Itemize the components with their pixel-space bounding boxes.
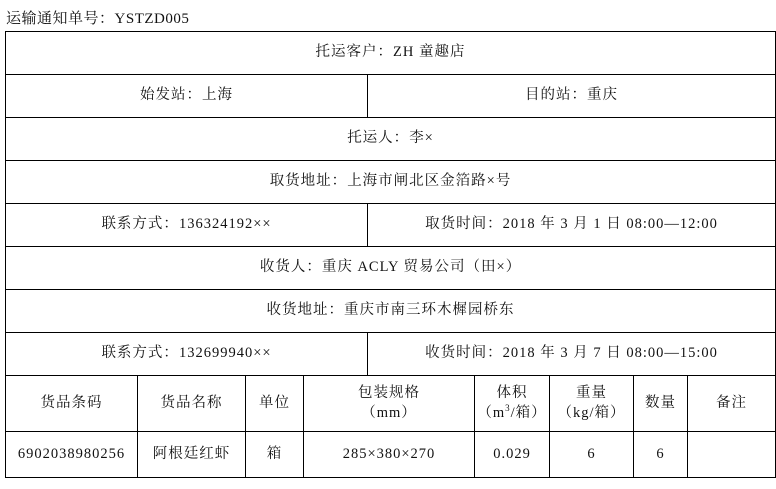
consignee-row (6, 247, 776, 290)
destination-label: 目的站： (525, 87, 588, 104)
goods-header-row (6, 376, 776, 432)
pickup-time-value: 2018 年 3 月 1 日 08:00—12:00 (502, 216, 718, 233)
client-value: ZH 童趣店 (393, 44, 466, 61)
goods-remark (688, 432, 776, 478)
goods-row (6, 432, 776, 478)
goods-unit: 箱 (246, 432, 304, 478)
pickup-time-cell (368, 204, 776, 247)
goods-quantity: 6 (634, 432, 688, 478)
origin-label: 始发站： (140, 87, 202, 104)
header-volume-unit-pre: （m (477, 404, 506, 421)
pickup-address-row (6, 161, 776, 204)
pickup-address-value: 上海市闸北区金箔路×号 (347, 173, 512, 190)
consignee-contact-value: 132699940×× (178, 345, 272, 362)
header-package-line1: 包装规格 (358, 384, 420, 401)
header-package-line2: （mm） (361, 404, 417, 421)
delivery-address-label: 收货地址： (266, 302, 345, 319)
shipper-contact-value: 136324192×× (178, 216, 272, 233)
goods-barcode: 6902038980256 (6, 432, 138, 478)
station-row (6, 75, 776, 118)
document-number-label: 运输通知单号： (6, 11, 115, 27)
consignee-contact-cell (6, 333, 368, 376)
client-label: 托运客户： (315, 44, 394, 61)
shipper-cell (6, 118, 776, 161)
header-unit: 单位 (246, 376, 304, 432)
client-row (6, 32, 776, 75)
pickup-time-label: 取货时间： (425, 216, 503, 233)
shipper-contact-row (6, 204, 776, 247)
destination-cell (368, 75, 776, 118)
transport-notice-form (5, 31, 776, 478)
shipper-label: 托运人： (347, 130, 410, 147)
delivery-address-value: 重庆市南三环木樨园桥东 (344, 302, 515, 319)
header-quantity: 数量 (634, 376, 688, 432)
header-volume-unit-sup: 3 (505, 402, 511, 413)
header-volume-unit-post: /箱） (510, 404, 547, 421)
origin-cell (6, 75, 368, 118)
header-volume (475, 376, 550, 432)
goods-name: 阿根廷红虾 (138, 432, 246, 478)
header-volume-line1: 体积 (496, 384, 528, 401)
goods-package: 285×380×270 (304, 432, 475, 478)
delivery-address-row (6, 290, 776, 333)
header-weight-line2: （kg/箱） (557, 404, 626, 421)
origin-value: 上海 (202, 87, 233, 104)
document-title (6, 7, 189, 28)
delivery-address-cell (6, 290, 776, 333)
client-cell (6, 32, 776, 75)
consignee-label: 收货人： (259, 259, 322, 276)
shipper-value: 李× (409, 130, 434, 147)
shipper-contact-label: 联系方式： (101, 216, 179, 233)
header-goods-name: 货品名称 (138, 376, 246, 432)
shipper-contact-cell (6, 204, 368, 247)
shipper-row (6, 118, 776, 161)
pickup-address-label: 取货地址： (269, 173, 348, 190)
delivery-time-label: 收货时间： (425, 345, 503, 362)
header-package-spec (304, 376, 475, 432)
consignee-contact-row (6, 333, 776, 376)
header-weight (550, 376, 634, 432)
delivery-time-cell (368, 333, 776, 376)
goods-volume: 0.029 (475, 432, 550, 478)
document-number-value: YSTZD005 (114, 11, 190, 27)
header-remark: 备注 (688, 376, 776, 432)
goods-weight: 6 (550, 432, 634, 478)
consignee-contact-label: 联系方式： (101, 345, 179, 362)
pickup-address-cell (6, 161, 776, 204)
header-weight-line1: 重量 (576, 384, 607, 401)
consignee-cell (6, 247, 776, 290)
destination-value: 重庆 (587, 87, 619, 104)
delivery-time-value: 2018 年 3 月 7 日 08:00—15:00 (502, 345, 718, 362)
header-barcode: 货品条码 (6, 376, 138, 432)
consignee-value: 重庆 ACLY 贸易公司（田×） (321, 259, 522, 276)
